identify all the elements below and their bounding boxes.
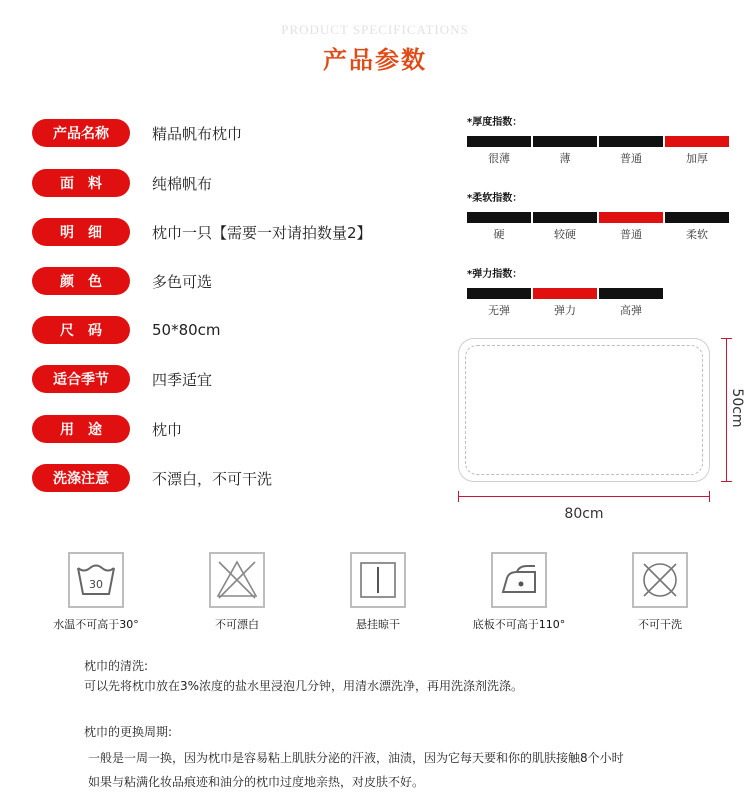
scale-segment <box>665 212 729 242</box>
height-dimension-line <box>726 338 727 482</box>
spec-value: 四季适宜 <box>152 370 213 389</box>
spec-label: 尺 码 <box>32 316 130 344</box>
replacement-notes <box>84 722 624 792</box>
spec-label: 颜 色 <box>32 267 130 295</box>
spec-row-usage <box>32 414 182 444</box>
scale-level-label: 高弹 <box>620 304 642 317</box>
spec-value: 不漂白，不可干洗 <box>152 469 273 488</box>
scale-bar <box>665 212 729 223</box>
care-item-bleach <box>177 552 297 632</box>
care-item-wash <box>36 552 156 632</box>
wash-temperature: 30 <box>89 578 103 591</box>
width-label: 80cm <box>564 506 604 522</box>
scale-level-label: 很薄 <box>488 152 510 165</box>
softness-scale <box>467 192 731 242</box>
scale-bar-selected <box>533 288 597 299</box>
care-item-hang <box>318 552 438 632</box>
care-label: 底板不可高于110° <box>472 618 566 631</box>
scale-level-label: 普通 <box>620 152 642 165</box>
scale-level-label: 加厚 <box>686 152 708 165</box>
scale-bars <box>467 212 731 242</box>
height-label: 50cm <box>729 388 745 428</box>
scale-title: *厚度指数： <box>467 117 523 128</box>
scale-segment <box>533 288 597 318</box>
width-dimension-line <box>458 496 710 497</box>
care-item-iron <box>459 552 579 632</box>
scale-bar <box>467 288 531 299</box>
spec-label: 产品名称 <box>32 119 130 147</box>
spec-row-color <box>32 266 212 296</box>
scale-bars <box>467 288 665 318</box>
scale-segment <box>599 212 663 242</box>
hang-dry-icon <box>350 552 406 608</box>
cleaning-title: 枕巾的清洗: <box>84 659 149 673</box>
spec-label: 洗涤注意 <box>32 464 130 492</box>
spec-value: 精品帆布枕巾 <box>152 124 243 143</box>
spec-row-fabric <box>32 168 212 198</box>
scale-bar <box>467 212 531 223</box>
scale-segment <box>467 212 531 242</box>
spec-value: 50*80cm <box>152 321 221 339</box>
spec-row-detail <box>32 217 372 247</box>
pillow-diagram <box>458 338 710 482</box>
wash-30-icon <box>68 552 124 608</box>
replacement-line-2: 如果与粘满化妆品痕迹和油分的枕巾过度地亲热，对皮肤不好。 <box>88 775 425 789</box>
scale-bar <box>533 136 597 147</box>
cleaning-text: 可以先将枕巾放在3%浓度的盐水里浸泡几分钟，用清水漂洗净，再用洗涤剂洗涤。 <box>84 679 524 693</box>
scale-bar <box>599 288 663 299</box>
iron-110-icon <box>491 552 547 608</box>
scale-title: *柔软指数： <box>467 193 523 204</box>
header-en: PRODUCT SPECIFICATIONS <box>281 22 469 37</box>
scale-segment <box>533 136 597 166</box>
spec-row-size <box>32 315 221 345</box>
care-label: 不可漂白 <box>215 618 259 631</box>
elasticity-scale <box>467 268 665 318</box>
scale-level-label: 弹力 <box>554 304 576 317</box>
spec-value: 纯棉帆布 <box>152 174 213 193</box>
scale-segment <box>467 288 531 318</box>
spec-value: 多色可选 <box>152 272 213 291</box>
no-bleach-icon <box>209 552 265 608</box>
care-item-dryclean <box>600 552 720 632</box>
scale-segment <box>467 136 531 166</box>
scale-bar <box>599 136 663 147</box>
scale-level-label: 硬 <box>493 228 505 241</box>
scale-segment <box>599 288 663 318</box>
scale-bar <box>533 212 597 223</box>
spec-label: 明 细 <box>32 218 130 246</box>
spec-label: 用 途 <box>32 415 130 443</box>
page-title: 产品参数 <box>323 46 427 74</box>
spec-row-washing <box>32 463 272 493</box>
scale-segment <box>599 136 663 166</box>
scale-level-label: 薄 <box>559 152 571 165</box>
spec-label: 适合季节 <box>32 365 130 393</box>
scale-bar-selected <box>599 212 663 223</box>
thickness-scale <box>467 116 731 166</box>
scale-segment <box>665 136 729 166</box>
replacement-line-1: 一般是一周一换，因为枕巾是容易粘上肌肤分泌的汗液，油渍，因为它每天要和你的肌肤接触8个小时 <box>88 751 624 765</box>
care-label: 水温不可高于30° <box>53 618 139 631</box>
scale-title: *弹力指数： <box>467 269 523 280</box>
scale-bar-selected <box>665 136 729 147</box>
scale-bars <box>467 136 731 166</box>
scale-level-label: 无弹 <box>488 304 510 317</box>
spec-row-name <box>32 118 242 148</box>
cleaning-notes <box>84 656 523 696</box>
care-label: 不可干洗 <box>638 618 682 631</box>
replacement-title: 枕巾的更换周期: <box>84 725 173 739</box>
spec-row-season <box>32 364 212 394</box>
scale-segment <box>533 212 597 242</box>
scale-level-label: 柔软 <box>686 228 708 241</box>
no-dry-clean-icon <box>632 552 688 608</box>
spec-value: 枕巾 <box>152 420 183 439</box>
spec-value: 枕巾一只【需要一对请拍数量2】 <box>152 223 372 242</box>
scale-level-label: 普通 <box>620 228 642 241</box>
scale-bar <box>467 136 531 147</box>
spec-label: 面 料 <box>32 169 130 197</box>
pillow-stitching <box>465 345 703 475</box>
scale-level-label: 较硬 <box>554 228 576 241</box>
care-label: 悬挂晾干 <box>356 618 400 631</box>
